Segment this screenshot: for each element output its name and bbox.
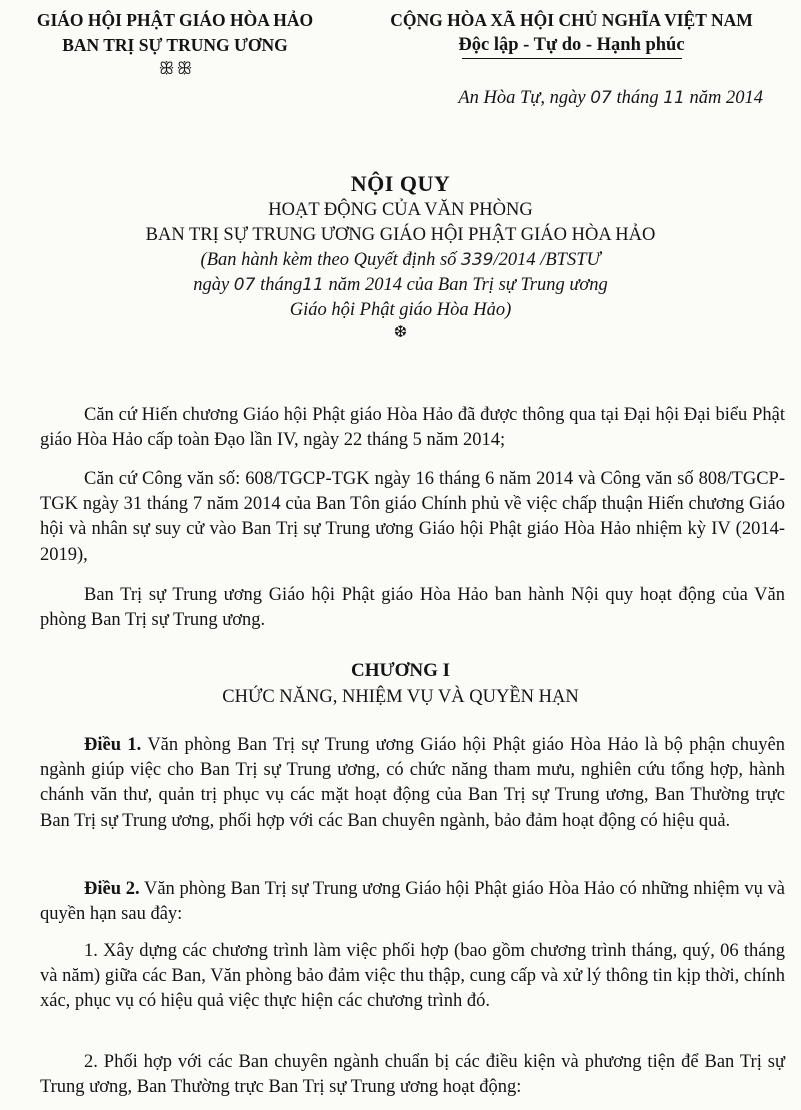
article-1	[40, 733, 785, 834]
article-2-item-2: 2. Phối hợp với các Ban chuyên ngành chuẩn bị các điều kiện và phương tiện để Ban Trị sự Trung ương, Ban Thường trực Ban Trị sự Trung ương hoạt động:	[40, 1052, 785, 1098]
title-line1: HOẠT ĐỘNG CỦA VĂN PHÒNG	[268, 200, 533, 220]
title-line2: BAN TRỊ SỰ TRUNG ƯƠNG GIÁO HỘI PHẬT GIÁO HÒA HẢO	[145, 225, 656, 245]
national-heading	[342, 8, 801, 59]
chapter-heading	[0, 658, 801, 710]
handwritten-day: 07	[590, 88, 612, 108]
motto-underline	[462, 58, 682, 59]
org-name-line1: GIÁO HỘI PHẬT GIÁO HÒA HẢO	[36, 10, 314, 30]
chapter-subtitle: CHỨC NĂNG, NHIỆM VỤ VÀ QUYỀN HẠN	[222, 687, 579, 707]
ornament-icon: ꕥ ꕥ	[158, 59, 192, 78]
preamble-paragraph-2: Căn cứ Công văn số: 608/TGCP-TGK ngày 16 tháng 6 năm 2014 và Công văn số 808/TGCP-TGK ngày 31 tháng 7 năm 2014 của Ban Tôn giáo Chính phủ về việc chấp thuận Hiến chương Giáo hội và nhân sự suy cử vào Ban Trị sự Trung ương Giáo hội Phật giáo Hòa Hảo nhiệm kỳ IV (2014- 2019),	[40, 469, 785, 565]
article-2-item-1: 1. Xây dựng các chương trình làm việc phối hợp (bao gồm chương trình tháng, quý, 06 tháng và năm) giữa các Ban, Văn phòng bảo đảm việc thu thập, cung cấp và xử lý thông tin kịp thời, chính xác, phục vụ có hiệu quả việc thực hiện các chương trình đó.	[40, 941, 785, 1012]
article-2-text: Văn phòng Ban Trị sự Trung ương Giáo hội Phật giáo Hòa Hảo có những nhiệm vụ và quyền hạn sau đây:	[40, 879, 786, 925]
date-line: An Hòa Tự, ngày 07 tháng 11 năm 2014	[458, 88, 763, 108]
article-2	[40, 877, 785, 927]
preamble-paragraph-3: Ban Trị sự Trung ương Giáo hội Phật giáo Hòa Hảo ban hành Nội quy hoạt động của Văn phòng Ban Trị sự Trung ương.	[40, 585, 785, 631]
issuance-note-line2: ngày 07 tháng11 năm 2014 của Ban Trị sự Trung ương	[193, 275, 608, 295]
document-title-block	[0, 170, 801, 342]
chapter-title: CHƯƠNG I	[350, 660, 451, 681]
national-motto: Độc lập - Tự do - Hạnh phúc	[342, 33, 801, 59]
issuing-organization	[10, 8, 340, 79]
issuance-note-line1: (Ban hành kèm theo Quyết định số 339/2014 /BTSTƯ	[200, 250, 601, 270]
handwritten-decision-number: 339	[461, 250, 494, 270]
preamble-paragraph-1: Căn cứ Hiến chương Giáo hội Phật giáo Hòa Hảo đã được thông qua tại Đại hội Đại biểu Phật giáo Hòa Hảo cấp toàn Đạo lần IV, ngày 22 tháng 5 năm 2014;	[40, 405, 785, 451]
article-1-text: Văn phòng Ban Trị sự Trung ương Giáo hội Phật giáo Hòa Hảo là bộ phận chuyên ngành giúp việc cho Ban Trị sự Trung ương, có chức năng tham mưu, nghiên cứu tổng hợp, hành chánh văn thư, quản trị phục vụ các mặt hoạt động của Ban Trị sự Trung ương, Ban Thường trực Ban Trị sự Trung ương, phối hợp với các Ban chuyên ngành, bảo đảm hoạt động có hiệu quả.	[40, 735, 785, 831]
article-2-label: Điều 2.	[84, 879, 140, 899]
handwritten-month: 11	[663, 88, 685, 108]
handwritten-note-month: 11	[302, 275, 324, 295]
article-1-label: Điều 1.	[84, 735, 142, 755]
country-name: CỘNG HÒA XÃ HỘI CHỦ NGHĨA VIỆT NAM	[390, 10, 753, 30]
document-title: NỘI QUY	[350, 171, 451, 196]
document-header	[0, 8, 801, 118]
org-name-line2: BAN TRỊ SỰ TRUNG ƯƠNG	[62, 35, 288, 55]
snowflake-ornament-icon: ❆	[393, 324, 408, 341]
issuance-note-line3: Giáo hội Phật giáo Hòa Hảo)	[289, 300, 512, 320]
handwritten-note-day: 07	[233, 275, 256, 295]
